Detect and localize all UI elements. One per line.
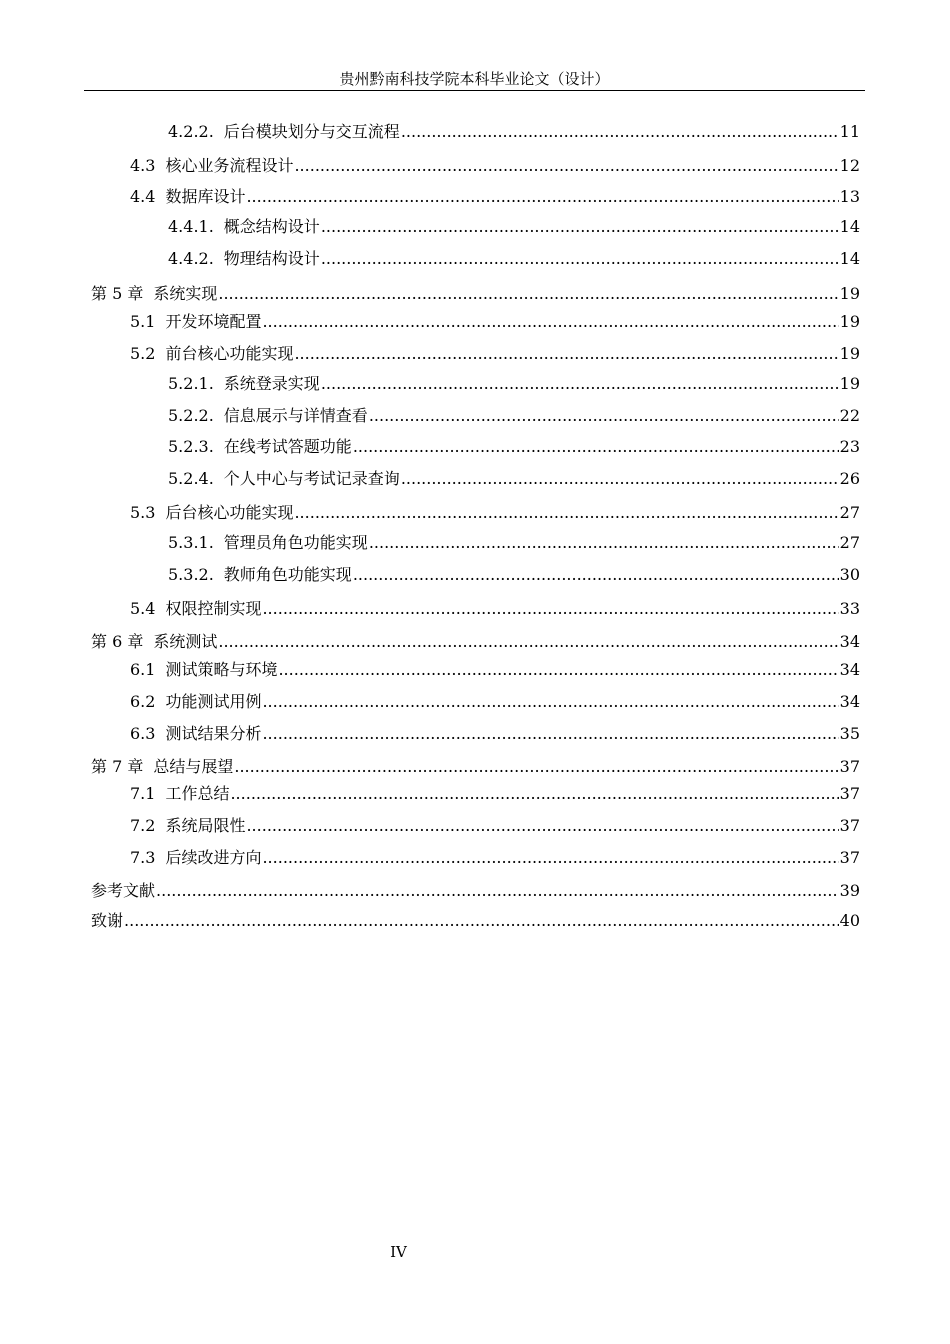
toc-entry[interactable] [130,844,860,868]
toc-entry-page: 34 [839,632,860,651]
toc-entry-page: 34 [839,660,860,679]
toc-entry-page: 30 [839,565,860,584]
toc-entry-number: 5.3.1. [168,533,214,552]
toc-entry-page: 14 [839,249,860,268]
toc-entry-page: 23 [839,437,860,456]
toc-entry-number: 5.2 [130,344,156,363]
toc-entry-page: 14 [839,217,860,236]
toc-entry[interactable] [130,152,860,176]
toc-leader-dots [294,344,838,364]
toc-entry-title: 信息展示与详情查看 [223,406,368,425]
toc-entry-number: 5.3.2. [168,565,214,584]
toc-entry[interactable] [91,628,860,652]
toc-entry-title: 核心业务流程设计 [165,156,294,175]
toc-entry[interactable] [130,720,860,744]
toc-entry-page: 19 [839,312,860,331]
toc-entry[interactable] [168,529,860,553]
toc-entry-number: 4.4.2. [168,249,214,268]
toc-entry-title: 系统登录实现 [223,374,320,393]
toc-leader-dots [246,816,838,836]
toc-entry-title: 工作总结 [165,784,230,803]
toc-leader-dots [321,249,839,269]
toc-entry-page: 13 [839,187,860,206]
toc-entry-number: 4.4.1. [168,217,214,236]
toc-entry[interactable] [130,183,860,207]
toc-leader-dots [321,217,839,237]
toc-leader-dots [369,533,839,553]
toc-entry[interactable] [168,402,860,426]
toc-entry-number: 5.4 [130,599,156,618]
toc-entry-title: 致谢 [91,911,124,930]
toc-entry-title: 在线考试答题功能 [223,437,352,456]
toc-leader-dots [294,503,838,523]
toc-entry-page: 12 [839,156,860,175]
toc-entry-number: 第 7 章 [91,757,144,776]
toc-entry-page: 22 [839,406,860,425]
toc-entry-number: 5.2.1. [168,374,214,393]
toc-entry-page: 39 [839,881,860,900]
toc-entry-title: 个人中心与考试记录查询 [223,469,400,488]
toc-entry-page: 11 [839,122,860,141]
toc-entry[interactable] [130,308,860,332]
toc-entry-number: 7.2 [130,816,156,835]
toc-entry-number: 5.3 [130,503,156,522]
toc-leader-dots [262,848,838,868]
toc-entry-number: 第 6 章 [91,632,144,651]
toc-entry[interactable] [130,499,860,523]
toc-entry[interactable] [168,118,860,142]
toc-entry-title: 权限控制实现 [165,599,262,618]
toc-entry-title: 概念结构设计 [223,217,320,236]
toc-entry-title: 教师角色功能实现 [223,565,352,584]
toc-leader-dots [262,692,838,712]
toc-entry-title: 管理员角色功能实现 [223,533,368,552]
toc-entry[interactable] [91,907,860,931]
toc-entry-number: 5.1 [130,312,156,331]
toc-leader-dots [262,599,838,619]
toc-entry-number: 5.2.4. [168,469,214,488]
toc-leader-dots [278,660,838,680]
toc-leader-dots [156,881,839,901]
toc-leader-dots [353,437,839,457]
toc-entry-page: 34 [839,692,860,711]
toc-entry-page: 40 [839,911,860,930]
toc-entry-number: 4.2.2. [168,122,214,141]
toc-entry-title: 系统局限性 [165,816,246,835]
toc-entry-title: 系统实现 [153,284,218,303]
toc-leader-dots [246,187,838,207]
toc-entry-page: 37 [839,757,860,776]
toc-entry-title: 参考文献 [91,881,156,900]
toc-entry-title: 总结与展望 [153,757,234,776]
toc-leader-dots [218,284,838,304]
toc-leader-dots [353,565,839,585]
toc-leader-dots [262,724,838,744]
toc-leader-dots [230,784,838,804]
page-footer [0,1242,797,1262]
toc-entry[interactable] [91,280,860,304]
toc-entry-number: 6.3 [130,724,156,743]
toc-leader-dots [294,156,838,176]
toc-entry[interactable] [130,812,860,836]
header-title: 贵州黔南科技学院本科毕业论文（设计） [339,70,610,88]
toc-entry-number: 7.3 [130,848,156,867]
toc-entry-number: 4.4 [130,187,156,206]
toc-entry-page: 37 [839,816,860,835]
toc-entry-title: 测试策略与环境 [165,660,278,679]
toc-entry-title: 前台核心功能实现 [165,344,294,363]
toc-entry-title: 后台核心功能实现 [165,503,294,522]
toc-leader-dots [369,406,839,426]
toc-entry-page: 27 [839,533,860,552]
toc-leader-dots [401,122,839,142]
toc-entry-title: 后台模块划分与交互流程 [223,122,400,141]
toc-entry[interactable] [168,213,860,237]
toc-entry-page: 35 [839,724,860,743]
toc-leader-dots [124,911,839,931]
toc-entry-page: 26 [839,469,860,488]
toc-entry[interactable] [168,433,860,457]
toc-entry-page: 27 [839,503,860,522]
toc-entry-number: 5.2.3. [168,437,214,456]
toc-entry-page: 33 [839,599,860,618]
toc-entry-title: 后续改进方向 [165,848,262,867]
toc-entry[interactable] [130,780,860,804]
toc-entry-page: 37 [839,784,860,803]
footer-page-number: IV [390,1243,407,1261]
toc-entry-page: 37 [839,848,860,867]
toc-entry-number: 5.2.2. [168,406,214,425]
toc-entry[interactable] [91,877,860,901]
toc-entry-page: 19 [839,344,860,363]
toc-entry-title: 数据库设计 [165,187,246,206]
toc-entry[interactable] [91,753,860,777]
toc-entry-title: 功能测试用例 [165,692,262,711]
toc-entry-title: 开发环境配置 [165,312,262,331]
toc-entry[interactable] [168,370,860,394]
toc-entry-number: 6.1 [130,660,156,679]
toc-entry-number: 4.3 [130,156,156,175]
toc-leader-dots [401,469,839,489]
toc-entry[interactable] [130,340,860,364]
toc-entry-page: 19 [839,374,860,393]
toc-entry-number: 6.2 [130,692,156,711]
toc-entry[interactable] [130,656,860,680]
toc-entry[interactable] [130,595,860,619]
toc-entry[interactable] [168,465,860,489]
toc-entry-page: 19 [839,284,860,303]
toc-entry-number: 7.1 [130,784,156,803]
toc-entry-number: 第 5 章 [91,284,144,303]
toc-leader-dots [321,374,839,394]
toc-leader-dots [218,632,838,652]
toc-entry-title: 物理结构设计 [223,249,320,268]
toc-entry[interactable] [130,688,860,712]
toc-entry[interactable] [168,561,860,585]
toc-entry-title: 测试结果分析 [165,724,262,743]
toc-leader-dots [262,312,838,332]
toc-leader-dots [234,757,838,777]
toc-entry[interactable] [168,245,860,269]
toc-entry-title: 系统测试 [153,632,218,651]
